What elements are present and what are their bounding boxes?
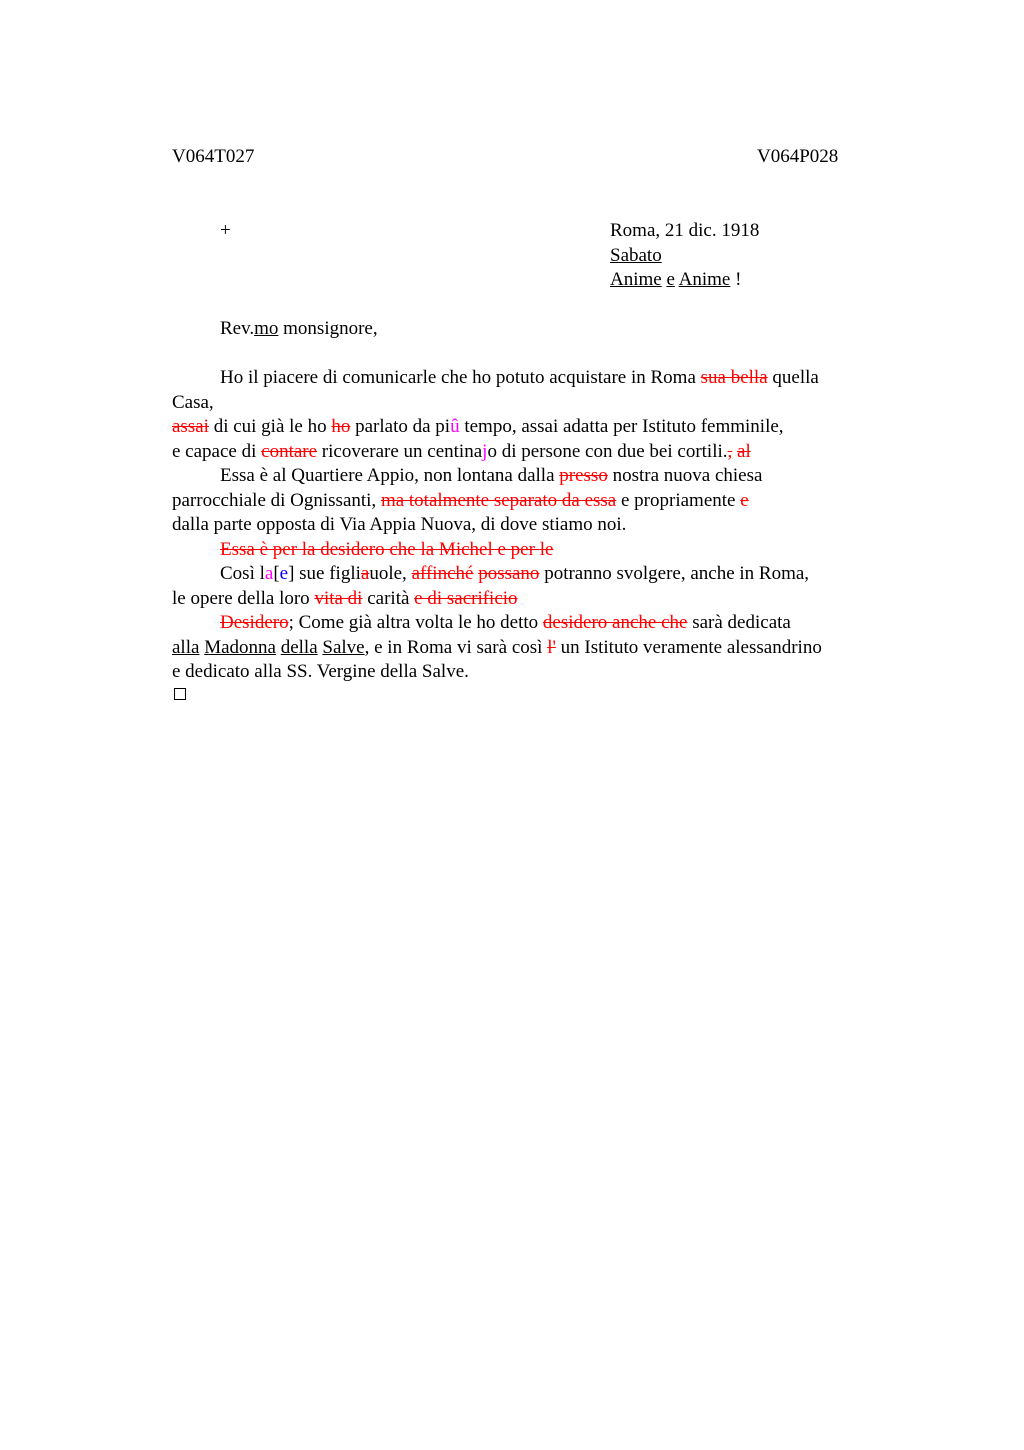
end-marker-box (174, 688, 186, 700)
salutation-rest: monsignore, (278, 318, 378, 339)
body-line-8 (220, 538, 553, 562)
body-line-1: Ho il piacere di comunicarle che ho potuto acquistare in Roma sua bella quella (220, 367, 819, 388)
motto-word-1: Anime (610, 269, 662, 290)
salutation-rev: Rev. (220, 318, 255, 339)
salutation-mo: mo (254, 318, 279, 339)
deletion: e di sacrificio (414, 588, 518, 609)
deletion: ho (331, 416, 351, 437)
deletion: vita di (314, 588, 363, 609)
deletion: e (740, 490, 749, 511)
deletion: affinché (411, 563, 474, 584)
deletion: ma totalmente separato da essa (380, 490, 617, 511)
deletion: presso (559, 465, 608, 486)
body-line-2: Casa, (172, 392, 214, 413)
document-code-right: V064P028 (757, 146, 839, 167)
body-line-10: le opere della loro vita di carità e di sacrificio (172, 588, 518, 609)
day-line: Sabato (610, 245, 662, 266)
cross-mark: + (220, 220, 231, 241)
body-line-5: Essa è al Quartiere Appio, non lontana dalla presso nostra nuova chiesa (220, 465, 763, 486)
deletion: , (727, 441, 733, 462)
deletion: a (360, 563, 370, 584)
correction-mark: j (482, 441, 488, 462)
body-line-13: e dedicato alla SS. Vergine della Salve. (172, 661, 469, 682)
deletion: desidero anche che (542, 612, 688, 633)
date-line: Roma, 21 dic. 1918 (610, 220, 760, 241)
motto-exclamation: ! (730, 269, 742, 290)
correction-mark: a (264, 563, 274, 584)
motto-conjunction: e (666, 269, 675, 290)
body-line-7: dalla parte opposta di Via Appia Nuova, di dove stiamo noi. (172, 514, 627, 535)
deletion: assai (172, 416, 209, 437)
motto-line (610, 269, 741, 291)
salutation (220, 318, 378, 340)
body-line-6: parrocchiale di Ognissanti, ma totalmente separato da essa e propriamente e (172, 490, 749, 511)
body-line-9: Così la[e] sue figliauole, affinché possano potranno svolgere, anche in Roma, (220, 563, 810, 584)
document-code-left: V064T027 (172, 146, 255, 167)
correction-mark: û (450, 416, 460, 437)
body-line-4: e capace di contare ricoverare un centinajo di persone con due bei cortili., al (172, 441, 751, 462)
deletion: sua bella (700, 367, 768, 388)
body-line-3: assai di cui già le ho ho parlato da piû tempo, assai adatta per Istituto femminile, (172, 416, 784, 437)
body-line-11: Desidero; Come già altra volta le ho detto desidero anche che sarà dedicata (220, 612, 791, 633)
deletion: possano (478, 563, 540, 584)
deletion: al (737, 441, 751, 462)
deletion: contare (261, 441, 318, 462)
deletion: Essa è per la desidero che la Michel e per le (220, 539, 554, 560)
motto-word-2: Anime (678, 269, 731, 290)
editorial-mark: e (279, 563, 289, 584)
body-line-12: alla Madonna della Salve, e in Roma vi sarà così l' un Istituto veramente alessandrino (172, 637, 822, 658)
deletion: Desidero (220, 612, 289, 633)
deletion: l' (547, 637, 556, 658)
